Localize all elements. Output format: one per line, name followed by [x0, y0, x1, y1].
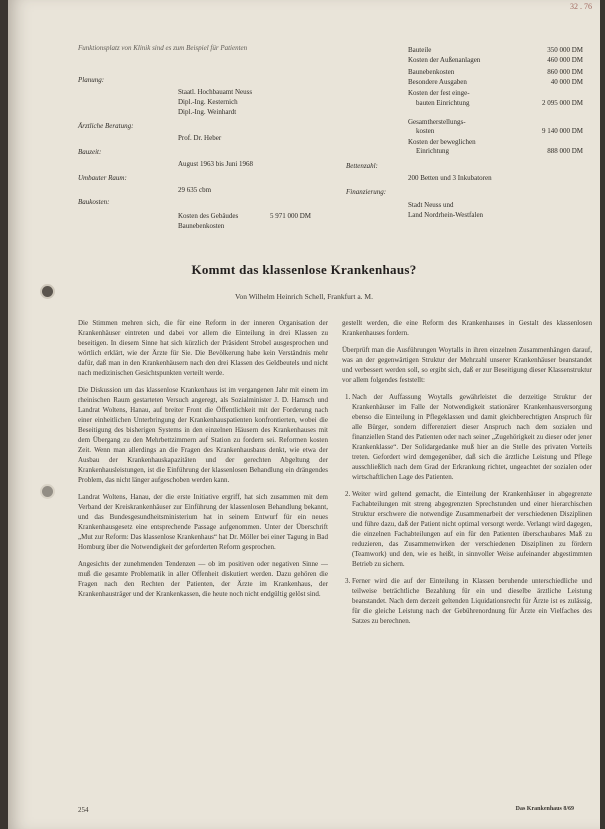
cost-label: bauten Einrichtung — [416, 99, 470, 107]
cost-label: Gesamtherstellungs- — [408, 118, 466, 126]
article-column-right — [342, 318, 592, 796]
document-page — [8, 0, 600, 829]
fact-value-finanzierung-1: Stadt Neuss und — [408, 201, 454, 209]
fact-value-kosten-betrag: 5 971 000 DM — [270, 212, 312, 220]
fact-label-beratung: Ärztliche Beratung: — [78, 122, 134, 130]
fact-value-raum: 29 635 cbm — [178, 186, 212, 194]
fact-label-planung: Planung: — [78, 76, 105, 84]
fact-value-planung-3: Dipl.-Ing. Weinhardt — [178, 108, 237, 116]
list-item: 2. Weiter wird geltend gemacht, die Einteilung der Krankenhäuser in abgegrenzte Fachabteilungen mit streng abgegrenzten Sprechstunden und einer hierarchischen Struktur erschwere die notwendige Zusammenarbeit der verschiedenen Disziplinen und führe dazu, daß der Patient nicht optimal versorgt werde. Verlangt wird dagegen, die einzelnen Fachabteilungen auf ein für den Patienten überschaubares Maß zu reduzieren, das Zusammenwirken der verschiedenen Disziplinen zu fördern (Teamwork) und den, wie es heißt, in sinnvoller Weise aufeinander abgestimmten Betrieb zu sichern. — [352, 489, 592, 569]
list-item: 3. Ferner wird die auf der Einteilung in Klassen beruhende unterschiedliche und teilweise beträchtliche Bezahlung für ein und dieselbe ärztliche Leistung beanstandet. Nach dem derzeit geltenden Liquidationsrecht für Ärzte ist es zulässig, für die gleiche Leistung nach der Gebührenordnung für Ärzte ein Vielfaches des Satzes zu berechnen. — [352, 576, 592, 626]
cost-label: Bauteile — [408, 46, 432, 54]
cost-value: 460 000 DM — [547, 56, 583, 64]
paragraph: Die Stimmen mehren sich, die für eine Reform in der inneren Organisation der Krankenhäuser eintreten und dabei vor allem die Einteilung in drei Klassen zu beseitigen. In diesem Sinne hat sich kürzlich der Präsident Strobel ausgesprochen und wörtlich erklärt, wie der Ärzte für Sie. Die Bevölkerung habe kein Verständnis mehr dafür, daß man in den Krankenhäusern nach den drei Klassen des Geldbeutels und nicht nach medizinischen Gesichtspunkten verteilt werde. — [78, 319, 328, 377]
fact-value-beratung: Prof. Dr. Heber — [178, 134, 222, 142]
intro-text: Funktionsplatz von Klinik sind es zum Beispiel für Patienten — [78, 44, 248, 52]
fact-value-kosten-gebaeude: Kosten des Gebäudes — [178, 212, 239, 220]
fact-value-baunebenkosten: Baunebenkosten — [178, 222, 225, 230]
punch-hole-icon — [42, 486, 53, 497]
cost-label: Baunebenkosten — [408, 68, 455, 76]
list-item: 1. Nach der Auffassung Woytalls gewährleistet die derzeitige Struktur der Krankenhäuser im Falle der Notwendigkeit stationärer Krankenhausversorgung ebenso die Einteilung in Pflegeklassen und damit gleichberechtigten Anspruch für alle Bürger, sondern differenziert dieser Anspruch nach dem sozialen und finanziellen Stand des Patienten oder nach seiner „Zugehörigkeit zu dieser oder jener Krankenklasse“. Der Solidargedanke muß hier an die Stelle des privaten Vorteils treten. Gefordert wird demgegenüber, daß sich die ärztliche Leistung und Pflege ausschließlich nach dem Grad der Erkrankung richtet, ungeachtet der sozialen oder wirtschaftlichen Lage des Patienten. — [352, 392, 592, 482]
fact-value-bettenzahl: 200 Betten und 3 Inkubatoren — [408, 174, 492, 182]
cost-value: 350 000 DM — [547, 46, 583, 54]
archive-number: 32 . 76 — [570, 2, 592, 11]
cost-value: 860 000 DM — [547, 68, 583, 76]
article-column-left — [78, 318, 328, 796]
fact-value-planung-2: Dipl.-Ing. Kesternich — [178, 98, 238, 106]
fact-value-bauzeit: August 1963 bis Juni 1968 — [178, 160, 254, 168]
paragraph: gestellt werden, die eine Reform des Krankenhauses in Gestalt des klassenlosen Krankenhauses fordern. — [342, 319, 592, 337]
cost-label: Einrichtung — [416, 147, 450, 155]
article-title: Kommt das klassenlose Krankenhaus? — [191, 262, 417, 277]
cost-label: Besondere Ausgaben — [408, 78, 467, 86]
cost-value: 888 000 DM — [547, 147, 583, 155]
paragraph: Landrat Woltens, Hanau, der die erste Initiative ergriff, hat sich zusammen mit dem Verband der Kreiskrankenhäuser zur Einführung der klassenlosen Behandlung bekannt, und das Bundesgesundheitsministerium hat in seinem Entwurf für ein neues Krankenhausgesetz eine entsprechende Passage aufgenommen. Unter der Überschrift „Mut zur Reform: Das klassenlose Krankenhaus“ hat Dr. Möller bei einer Tagung in Bad Homburg über die Notwendigkeit der geforderten Reform gesprochen. — [78, 493, 328, 551]
cost-label: Kosten der fest einge- — [408, 89, 470, 97]
cost-value: 2 095 000 DM — [541, 99, 583, 107]
cost-label: Kosten der Außenanlagen — [408, 56, 481, 64]
fact-label-raum: Umbauter Raum: — [78, 174, 127, 182]
point-list — [342, 392, 592, 626]
paragraph: Überprüft man die Ausführungen Woytalls in ihren einzelnen Zusammenhängen darauf, was an der gegenwärtigen Struktur der Mehrzahl unserer Krankenhäuser beanstandet und verbessert werden soll, so ergibt sich, daß er zur Beseitigung dieser Klassenstruktur vor allem folgendes feststellt: — [342, 346, 592, 384]
fact-value-planung-1: Staatl. Hochbauamt Neuss — [178, 88, 253, 96]
paragraph: Die Diskussion um das klassenlose Krankenhaus ist im vergangenen Jahr mit einem im rheinischen Raum gestarteten Versuch angeregt, als Sozialminister J. D. Hamsch und Landrat Woltens, Hanau, auf breiter Front die Öffentlichkeit mit der Forderung nach einer einheitlichen Unterbringung der Krankenhauspatienten konfrontierten, wobei die Beseitigung des bisherigen Systems in den einzelnen Häusern des Krankenhauses mit dem Übergang zu den Mehrbettzimmern auf Station zu fordern sei. Reformen kosten Zeit. Wenn man allerdings an die Fragen des Krankenhausbaus denkt, wie etwa der Ausbau der Krankenhauskapazitäten und der gerechten Abgeltung der Krankenhausleistungen, ist die Einführung der klassenlosen Behandlung ein drängendes Problem, das nicht länger aufgeschoben werden kann. — [78, 386, 328, 484]
fact-label-finanzierung: Finanzierung: — [346, 188, 387, 196]
cost-value: 40 000 DM — [550, 78, 583, 86]
journal-reference: Das Krankenhaus 8/69 — [515, 806, 574, 812]
cost-label: Kosten der beweglichen — [408, 138, 476, 146]
fact-label-kosten: Baukosten: — [78, 198, 110, 206]
fact-label-bettenzahl: Bettenzahl: — [346, 162, 378, 170]
cost-label: kosten — [416, 127, 435, 135]
fact-value-finanzierung-2: Land Nordrhein-Westfalen — [408, 211, 484, 219]
fact-label-bauzeit: Bauzeit: — [78, 148, 102, 156]
cost-value: 9 140 000 DM — [541, 127, 583, 135]
paragraph: Angesichts der zunehmenden Tendenzen — ob im positiven oder negativen Sinne — muß die gesamte Problematik in aller Offenheit diskutiert werden. Dazu gehören die Fragen nach den Rechten der Patienten, der Ärzte im Krankenhaus, der Krankenhausträger und der Krankenkassen, die heute noch nicht endgültig gelöst sind. — [78, 560, 328, 598]
article-author: Von Wilhelm Heinrich Schell, Frankfurt a. M. — [235, 292, 373, 301]
page-number: 254 — [78, 806, 89, 814]
